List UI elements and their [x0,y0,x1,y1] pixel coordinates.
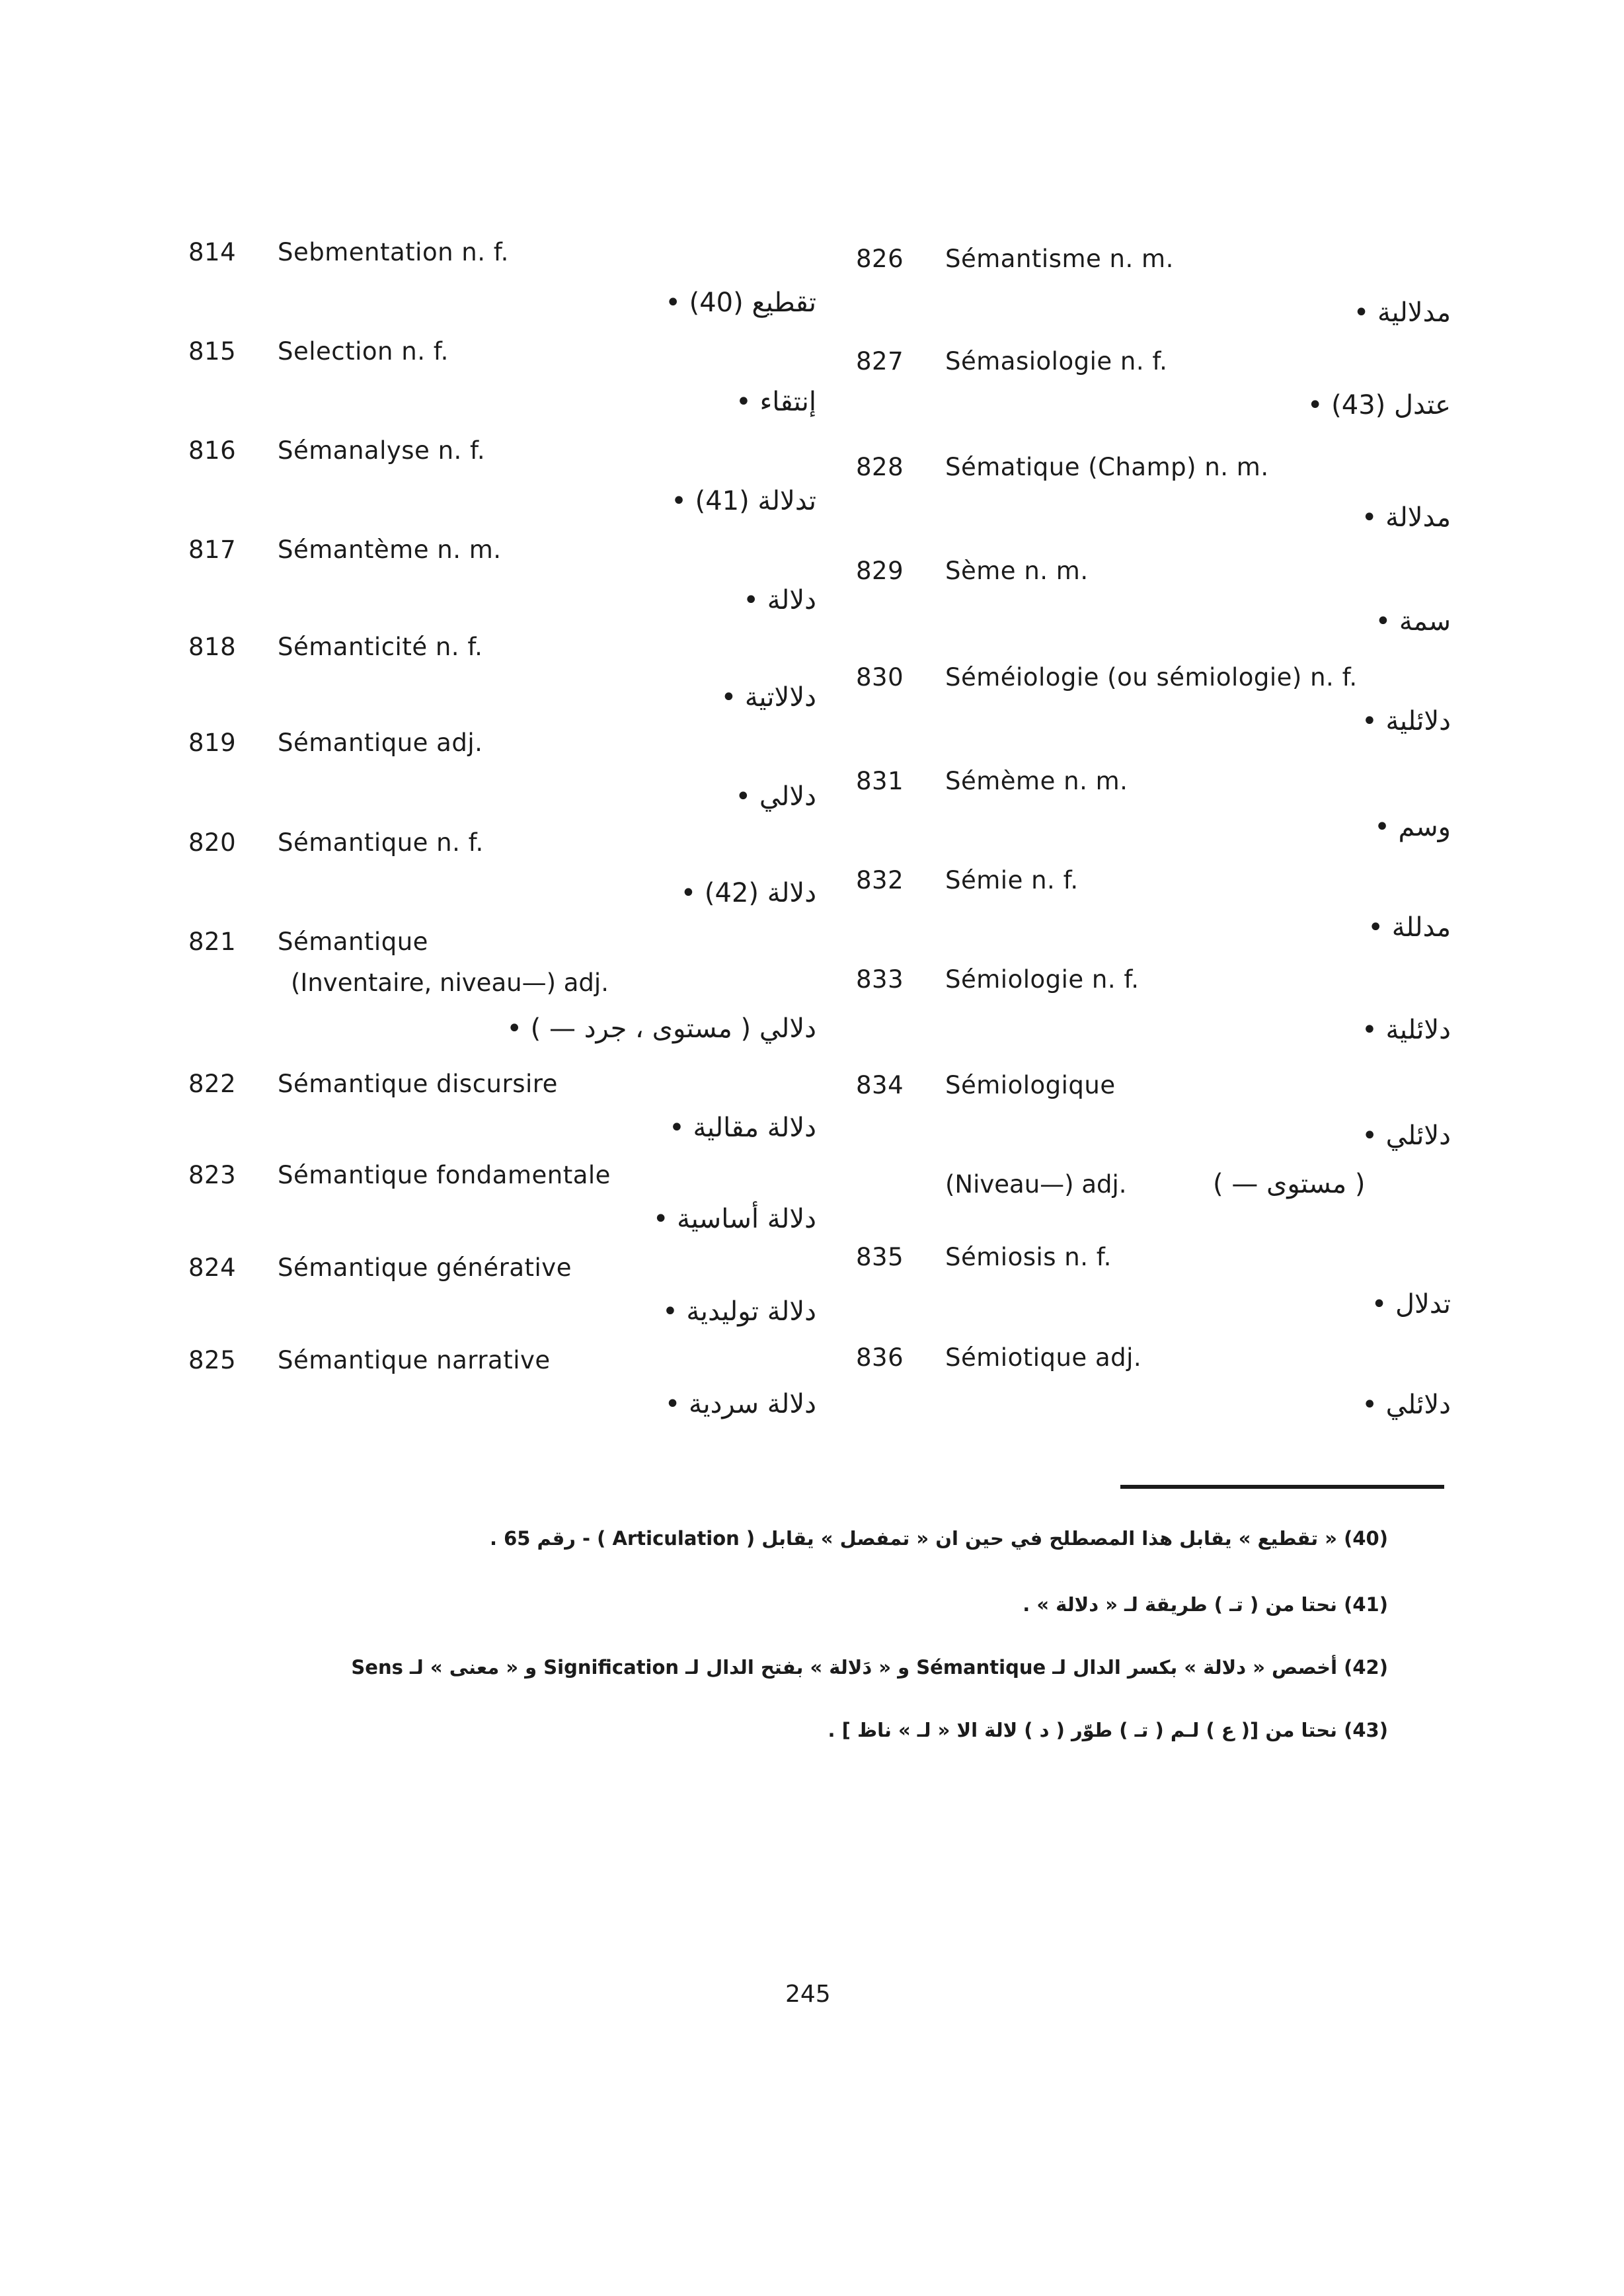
entry-number: 817 [188,535,237,564]
entry-term: Selection n. f. [278,337,449,366]
entry-term: Sémantique n. f. [278,828,484,857]
entry-number: 821 [188,928,237,956]
entry-number: 835 [856,1243,904,1271]
entry-number: 826 [856,245,904,273]
entry-arabic: وسم • [1374,812,1451,842]
entry-number: 819 [188,729,237,757]
entry-arabic: دلالة سردية • [664,1389,816,1419]
entry-term: Sémantique fondamentale [278,1161,611,1189]
entry-number: 822 [188,1070,237,1098]
entry-number: 832 [856,866,904,894]
entry-arabic: دلائلي • [1362,1121,1451,1151]
entry-arabic: عتدل (43) • [1307,390,1451,420]
entry-number: 830 [856,663,904,692]
entry-number: 827 [856,347,904,376]
entry-arabic: تقطيع (40) • [665,288,816,318]
entry-number: 831 [856,767,904,795]
entry-number: 829 [856,557,904,585]
footnote-43: (43) نحتا من [( ع ) لـم ( تـ ) طوّر ( د ) لالة الا « لـ » ناظ ] . [828,1719,1388,1741]
entry-term: Sémantique générative [278,1253,572,1282]
entry-term: Sémantisme n. m. [945,245,1174,273]
entry-arabic: دلالة (42) • [680,878,816,908]
entry-term: Sémiosis n. f. [945,1243,1112,1271]
entry-term: Séméiologie (ou sémiologie) n. f. [945,663,1358,692]
entry-term: Sémantique adj. [278,729,483,757]
entry-term: Sémantique discursire [278,1070,558,1098]
entry-term-qualifier: (Niveau—) adj. [945,1170,1127,1199]
entry-arabic: مدللة • [1368,912,1451,943]
footnote-41: (41) نحتا من ( تـ ) طريقة لـ « دلالة » . [1023,1593,1388,1616]
entry-arabic: دلالي ( مستوى ، جرد — ) • [506,1013,816,1044]
entry-arabic: مدلالية • [1353,297,1451,328]
entry-arabic: دلالة • [743,585,816,615]
entry-arabic: دلالة مقالية • [669,1113,816,1143]
entry-number: 818 [188,633,237,661]
entry-term: Sebmentation n. f. [278,238,509,266]
entry-arabic: دلالة توليدية • [662,1296,816,1327]
footnote-42: (42) أخصص « دلالة » بكسر الدال لـ Sémantique و « دَلالة » بفتح الدال لـ Signification و « معنى » لـ Sens [351,1656,1388,1679]
entry-arabic: دلالة أساسية • [652,1204,816,1234]
entry-term: Sémanalyse n. f. [278,436,486,465]
entry-term: Sématique (Champ) n. m. [945,453,1269,481]
entry-arabic: تدلالة (41) • [671,486,816,516]
entry-arabic: دلائلي • [1362,1390,1451,1420]
entry-term: Sémiologie n. f. [945,965,1140,994]
entry-arabic: دلائلية • [1362,1015,1451,1045]
entry-arabic: مدلالة • [1361,502,1451,533]
entry-arabic-qualifier: ( مستوى — ) [1213,1169,1366,1199]
entry-arabic: دلائلية • [1362,706,1451,736]
entry-number: 828 [856,453,904,481]
entry-number: 814 [188,238,237,266]
entry-term: Sémantique narrative [278,1346,551,1374]
entry-arabic: دلالي • [735,781,816,812]
footnote-separator [1120,1485,1444,1489]
entry-term: Sémantique [278,928,428,956]
entry-number: 820 [188,828,237,857]
entry-term: Sémiologique [945,1071,1116,1099]
page-number: 245 [785,1981,831,2008]
entry-term: Sémie n. f. [945,866,1079,894]
entry-term: Sème n. m. [945,557,1089,585]
entry-number: 824 [188,1253,237,1282]
entry-term: Sémiotique adj. [945,1343,1142,1372]
entry-term: Sémème n. m. [945,767,1128,795]
entry-arabic: سمة • [1375,606,1451,637]
entry-term: Sémasiologie n. f. [945,347,1168,376]
entry-number: 833 [856,965,904,994]
entry-number: 815 [188,337,237,366]
entry-term: Sémanticité n. f. [278,633,483,661]
entry-arabic: تدلال • [1371,1289,1451,1320]
footnote-40: (40) « تقطيع » يقابل هذا المصطلح في حين ان « تمفصل » يقابل ( Articulation ) - رقم 65 . [489,1527,1388,1550]
entry-term-qualifier: (Inventaire, niveau—) adj. [291,969,609,997]
entry-number: 823 [188,1161,237,1189]
entry-arabic: دلالاتية • [720,682,816,713]
entry-number: 825 [188,1346,237,1374]
entry-term: Sémantème n. m. [278,535,502,564]
entry-number: 834 [856,1071,904,1099]
entry-number: 816 [188,436,237,465]
entry-number: 836 [856,1343,904,1372]
entry-arabic: إنتقاء • [736,387,816,417]
